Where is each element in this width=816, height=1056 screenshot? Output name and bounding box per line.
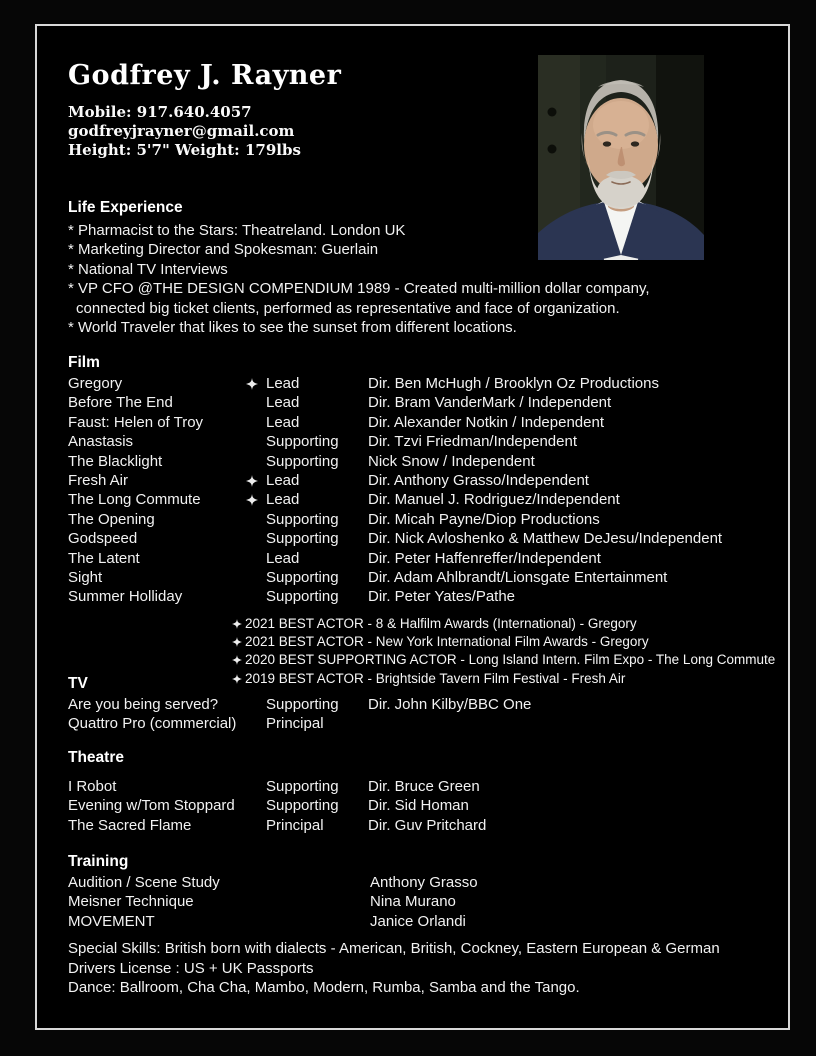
film-title: Before The End xyxy=(68,394,173,412)
film-title: The Long Commute xyxy=(68,491,201,509)
award-star-icon xyxy=(232,637,242,647)
film-credit: Dir. Micah Payne/Diop Productions xyxy=(368,510,600,528)
table-row xyxy=(68,510,790,529)
award-item xyxy=(232,633,775,651)
table-row xyxy=(68,777,790,796)
table-row xyxy=(68,393,790,412)
film-role: Lead xyxy=(266,472,300,490)
section-theatre xyxy=(68,748,790,835)
section-title: Life Experience xyxy=(68,199,183,216)
theatre-title: I Robot xyxy=(68,778,117,795)
table-row xyxy=(68,587,790,606)
award-text: 2021 BEST ACTOR - New York International Film Awards - Gregory xyxy=(245,634,649,650)
table-row xyxy=(68,549,790,568)
table-row xyxy=(68,529,790,548)
section-life-experience xyxy=(68,198,790,337)
award-text: 2019 BEST ACTOR - Brightside Tavern Film Festival - Fresh Air xyxy=(245,670,626,686)
contact-mobile: Mobile: 917.640.4057 xyxy=(68,103,252,121)
contact-email: godfreyjrayner@gmail.com xyxy=(68,122,295,140)
list-item: * National TV Interviews xyxy=(68,260,228,278)
training-teacher: Anthony Grasso xyxy=(370,874,478,891)
film-title: Anastasis xyxy=(68,433,134,451)
award-star-icon xyxy=(232,619,242,629)
skills-line: Drivers License : US + UK Passports xyxy=(68,959,314,977)
skills-line: Special Skills: British born with dialects - American, British, Cockney, Eastern European & German xyxy=(68,940,720,957)
section-title: TV xyxy=(68,675,88,692)
training-teacher: Nina Murano xyxy=(370,893,456,911)
award-star-icon xyxy=(246,490,266,509)
film-role: Lead xyxy=(266,491,300,509)
film-role: Lead xyxy=(266,549,300,567)
award-item xyxy=(232,651,775,669)
film-title: Gregory xyxy=(68,375,123,392)
section-special-skills xyxy=(68,939,790,998)
film-title: Summer Holliday xyxy=(68,588,183,606)
award-star-icon xyxy=(246,471,266,490)
tv-role: Supporting xyxy=(266,696,339,713)
theatre-role: Supporting xyxy=(266,797,339,815)
resume-page xyxy=(35,24,790,1030)
section-training xyxy=(68,852,790,931)
list-item: * Marketing Director and Spokesman: Guerlain xyxy=(68,241,379,259)
training-title: MOVEMENT xyxy=(68,912,155,930)
film-credit: Dir. Bram VanderMark / Independent xyxy=(368,394,612,412)
table-row xyxy=(68,432,790,451)
film-title: Fresh Air xyxy=(68,472,129,490)
skills-line: Dance: Ballroom, Cha Cha, Mambo, Modern, Rumba, Samba and the Tango. xyxy=(68,979,580,996)
film-credit: Nick Snow / Independent xyxy=(368,452,535,470)
section-title: Film xyxy=(68,354,100,371)
film-role: Lead xyxy=(266,375,300,392)
film-title: Godspeed xyxy=(68,530,138,548)
list-item-continuation: connected big ticket clients, performed as representative and face of organization. xyxy=(76,299,620,317)
theatre-credit: Dir. Sid Homan xyxy=(368,797,469,815)
film-role: Lead xyxy=(266,394,300,412)
tv-title: Are you being served? xyxy=(68,696,219,713)
list-item: * Pharmacist to the Stars: Theatreland. London UK xyxy=(68,222,406,239)
film-title: The Opening xyxy=(68,510,155,528)
table-row xyxy=(68,796,790,815)
film-role: Supporting xyxy=(266,530,339,548)
theatre-title: Evening w/Tom Stoppard xyxy=(68,797,235,815)
section-tv xyxy=(68,674,790,734)
training-title: Audition / Scene Study xyxy=(68,874,220,891)
film-role: Supporting xyxy=(266,510,339,528)
table-row xyxy=(68,413,790,432)
tv-table xyxy=(68,695,790,734)
film-title: The Blacklight xyxy=(68,452,163,470)
film-title: Sight xyxy=(68,569,103,587)
training-teacher: Janice Orlandi xyxy=(370,912,466,930)
table-row xyxy=(68,912,790,931)
list-item: * VP CFO @THE DESIGN COMPENDIUM 1989 - Created multi-million dollar company, xyxy=(68,280,650,298)
theatre-table xyxy=(68,777,790,835)
film-role: Supporting xyxy=(266,569,339,587)
table-row xyxy=(68,695,790,714)
film-credit: Dir. Adam Ahlbrandt/Lionsgate Entertainment xyxy=(368,569,668,587)
theatre-title: The Sacred Flame xyxy=(68,816,192,834)
table-row xyxy=(68,490,790,509)
film-title: Faust: Helen of Troy xyxy=(68,413,204,431)
theatre-role: Supporting xyxy=(266,778,339,795)
film-credit: Dir. Alexander Notkin / Independent xyxy=(368,413,604,431)
contact-block xyxy=(68,103,301,160)
film-role: Supporting xyxy=(266,433,339,451)
training-table xyxy=(68,873,790,931)
film-credit: Dir. Peter Haffenreffer/Independent xyxy=(368,549,601,567)
film-title: The Latent xyxy=(68,549,140,567)
life-experience-list xyxy=(68,221,790,337)
tv-role: Principal xyxy=(266,715,324,733)
page-title: Godfrey J. Rayner xyxy=(68,60,342,91)
award-item xyxy=(232,615,775,633)
table-row xyxy=(68,892,790,911)
section-title: Theatre xyxy=(68,749,124,766)
tv-title: Quattro Pro (commercial) xyxy=(68,715,237,733)
film-table xyxy=(68,374,790,607)
list-item: * World Traveler that likes to see the sunset from different locations. xyxy=(68,319,517,337)
film-credit: Dir. Manuel J. Rodriguez/Independent xyxy=(368,491,620,509)
film-credit: Dir. Ben McHugh / Brooklyn Oz Productions xyxy=(368,375,659,392)
award-text: 2020 BEST SUPPORTING ACTOR - Long Island Intern. Film Expo - The Long Commute xyxy=(245,652,776,668)
table-row xyxy=(68,816,790,835)
section-film xyxy=(68,353,790,607)
award-text: 2021 BEST ACTOR - 8 & Halfilm Awards (International) - Gregory xyxy=(245,616,637,631)
theatre-role: Principal xyxy=(266,816,324,834)
training-title: Meisner Technique xyxy=(68,893,194,911)
film-role: Supporting xyxy=(266,452,339,470)
contact-height-weight: Height: 5'7" Weight: 179lbs xyxy=(68,141,301,159)
table-row xyxy=(68,873,790,892)
section-title: Training xyxy=(68,853,129,870)
table-row xyxy=(68,374,790,393)
film-credit: Dir. Nick Avloshenko & Matthew DeJesu/Independent xyxy=(368,530,723,548)
table-row xyxy=(68,452,790,471)
film-credit: Dir. Tzvi Friedman/Independent xyxy=(368,433,577,451)
film-role: Lead xyxy=(266,413,300,431)
film-credit: Dir. Anthony Grasso/Independent xyxy=(368,472,589,490)
film-role: Supporting xyxy=(266,588,339,606)
tv-credit xyxy=(368,714,790,733)
award-star-icon xyxy=(246,374,266,393)
award-star-icon xyxy=(232,655,242,665)
theatre-credit: Dir. Bruce Green xyxy=(368,778,480,795)
film-credit: Dir. Peter Yates/Pathe xyxy=(368,588,516,606)
theatre-credit: Dir. Guv Pritchard xyxy=(368,816,487,834)
table-row xyxy=(68,568,790,587)
tv-credit: Dir. John Kilby/BBC One xyxy=(368,696,532,713)
table-row xyxy=(68,714,790,733)
table-row xyxy=(68,471,790,490)
